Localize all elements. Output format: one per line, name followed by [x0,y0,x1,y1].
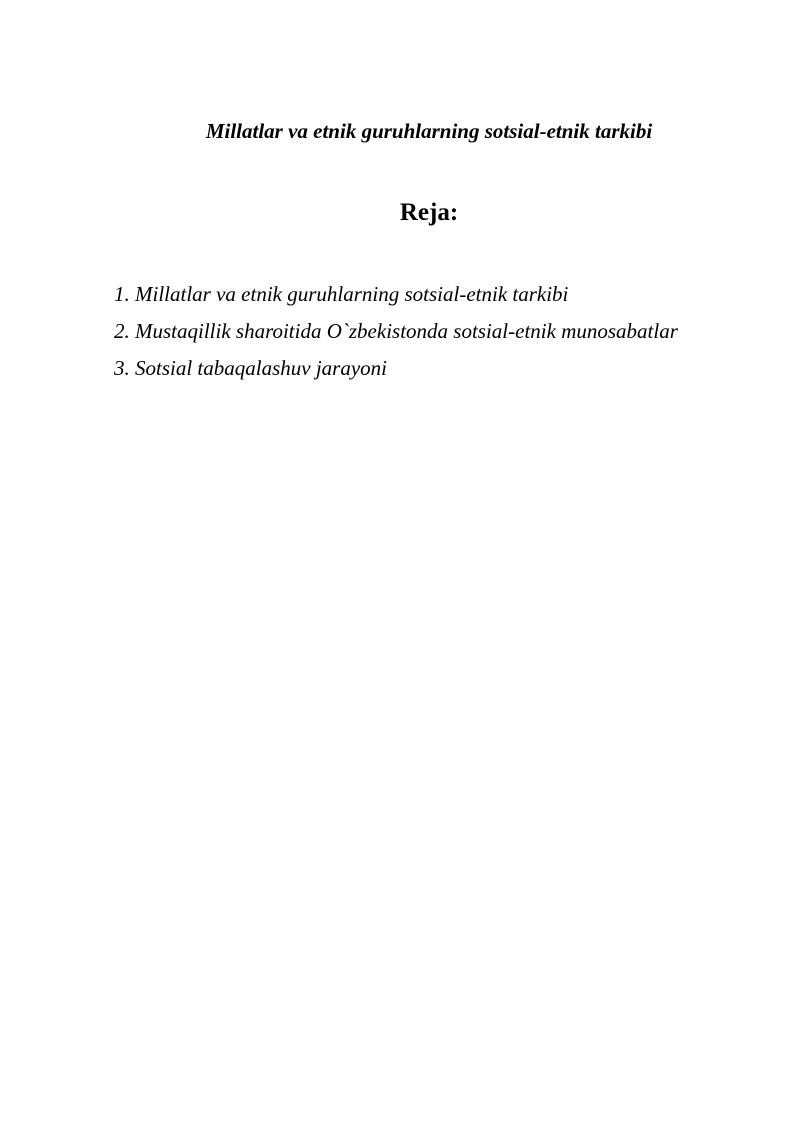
plan-heading: Reja: [399,199,459,226]
plan-item-1: 1. Millatlar va etnik guruhlarning sotsial-etnik tarkibi [114,282,569,306]
plan-item-3: 3. Sotsial tabaqalashuv jarayoni [114,356,387,380]
plan-list [114,276,678,387]
document-title: Millatlar va etnik guruhlarning sotsial-etnik tarkibi [205,119,653,143]
plan-item-2: 2. Mustaqillik sharoitida O`zbekistonda sotsial-etnik munosabatlar [114,319,678,343]
